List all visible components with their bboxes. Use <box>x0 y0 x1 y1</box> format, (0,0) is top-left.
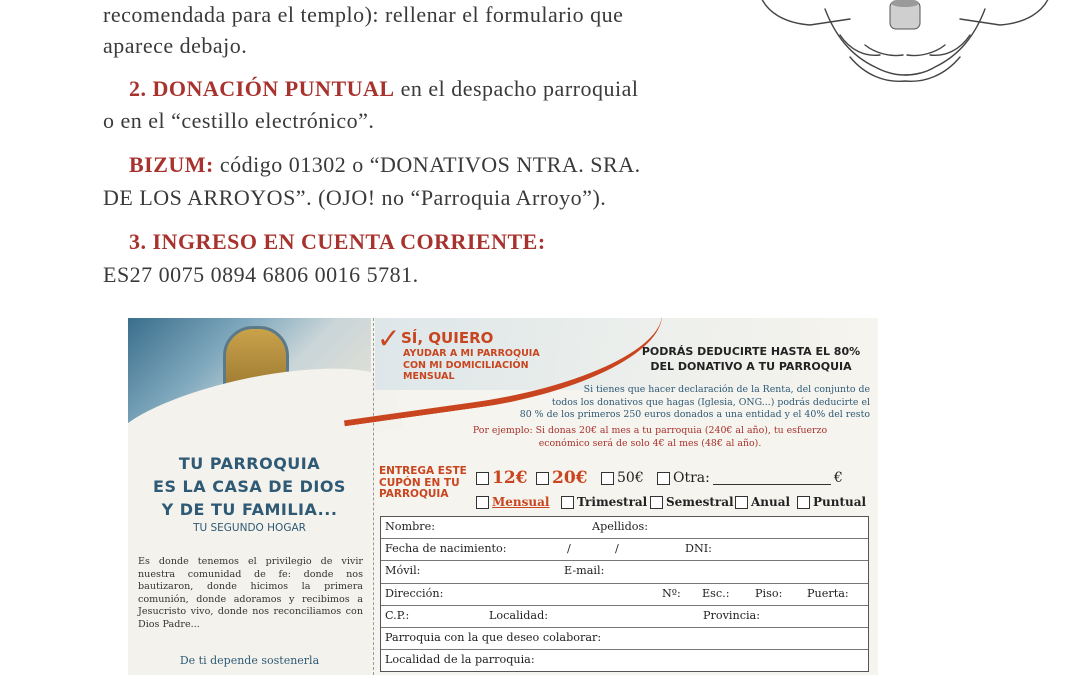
codigo-postal-field[interactable]: C.P.: <box>385 608 410 622</box>
form-row-movil[interactable] <box>381 561 868 583</box>
escalera-field[interactable]: Esc.: <box>702 586 730 600</box>
ayudar-line-1: AYUDAR A MI PARROQUIA <box>403 348 540 359</box>
amount-50-option[interactable] <box>601 470 644 486</box>
amount-12-checkbox[interactable] <box>476 472 489 485</box>
amount-50-label: 50€ <box>617 470 644 486</box>
checkmark-icon: ✓ <box>377 322 401 355</box>
amount-other-field[interactable] <box>713 472 831 485</box>
freq-trimestral-checkbox[interactable] <box>561 496 574 509</box>
freq-mensual-checkbox[interactable] <box>476 496 489 509</box>
flyer-subtitle: TU SEGUNDO HOGAR <box>193 522 306 534</box>
flyer-left-panel <box>128 318 371 675</box>
entrega-line-3: PARROQUIA <box>379 488 449 500</box>
form-row-cp[interactable] <box>381 606 868 628</box>
entrega-line-1: ENTREGA ESTE <box>379 465 467 477</box>
email-field[interactable]: E-mail: <box>564 564 605 578</box>
example-line-1: Por ejemplo: Si donas 20€ al mes a tu parroquia (240€ al año), tu esfuerzo <box>472 425 828 436</box>
amount-other-option[interactable] <box>657 470 843 486</box>
donation-flyer <box>128 318 878 675</box>
amount-20-option[interactable] <box>536 468 588 488</box>
tax-info-line-1: Si tienes que hacer declaración de la Renta, del conjunto de <box>583 384 870 395</box>
direccion-field[interactable]: Dirección: <box>385 586 444 600</box>
freq-mensual-option[interactable] <box>476 495 549 509</box>
flyer-body: Es donde tenemos el privilegio de vivir nuestra comunidad de fe: donde nos bautizaron, donde hicimos la primera comunión, donde adoramos y recibimos a Jesucristo vivo, donde nos reconciliamos con Dios Padre... <box>138 556 363 630</box>
bizum-text-2: DE LOS ARROYOS”. (OJO! no “Parroquia Arroyo”). <box>103 185 607 210</box>
freq-semestral-checkbox[interactable] <box>650 496 663 509</box>
form-row-localidad-parroquia[interactable] <box>381 650 868 671</box>
intro-line-1: recomendada para el templo): rellenar el formulario que <box>103 2 624 27</box>
numero-field[interactable]: Nº: <box>662 586 681 600</box>
movil-field[interactable]: Móvil: <box>385 564 421 578</box>
freq-semestral-option[interactable] <box>650 495 734 509</box>
flyer-title-line-3: Y DE TU FAMILIA... <box>161 500 338 519</box>
item-2-text-2: o en el “cestillo electrónico”. <box>103 108 375 133</box>
form-row-fecha[interactable] <box>381 539 868 561</box>
podras-deducirte <box>629 344 873 374</box>
dni-field[interactable]: DNI: <box>685 542 712 556</box>
freq-anual-option[interactable] <box>735 495 790 509</box>
intro-line-2: aparece debajo. <box>103 33 248 58</box>
parroquia-field[interactable]: Parroquia con la que deseo colaborar: <box>385 630 602 644</box>
euro-sign: € <box>833 470 843 486</box>
piso-field[interactable]: Piso: <box>755 586 783 600</box>
entrega-line-2: CUPÓN EN TU <box>379 476 460 489</box>
apellidos-field[interactable]: Apellidos: <box>592 520 649 533</box>
freq-trimestral-option[interactable] <box>561 495 647 509</box>
amount-12-option[interactable] <box>476 468 528 488</box>
amount-other-label: Otra: <box>673 470 710 486</box>
iban: ES27 0075 0894 6806 0016 5781. <box>103 262 419 287</box>
date-separator: / <box>615 542 619 556</box>
freq-anual-checkbox[interactable] <box>735 496 748 509</box>
provincia-field[interactable]: Provincia: <box>703 608 760 622</box>
nombre-field[interactable]: Nombre: <box>385 520 436 533</box>
tax-info-line-2: todos los donativos que hagas (Iglesia, ONG...) podrás deducirte el <box>551 396 870 408</box>
form-row-parroquia[interactable] <box>381 628 868 650</box>
flyer-title-line-2: ES LA CASA DE DIOS <box>153 477 346 496</box>
freq-trimestral-label: Trimestral <box>577 495 648 509</box>
item-2-line-1 <box>129 76 638 102</box>
hands-candle-illustration <box>755 0 1055 87</box>
freq-anual-label: Anual <box>751 495 791 509</box>
tax-info-line-3: 80 % de los primeros 250 euros donados a una entidad y el 40% del resto <box>519 409 870 421</box>
freq-semestral-label: Semestral <box>666 495 734 509</box>
flyer-coupon <box>375 318 878 675</box>
bizum-heading: BIZUM: <box>129 152 214 177</box>
flyer-title-line-1: TU PARROQUIA <box>178 454 321 473</box>
amount-20-checkbox[interactable] <box>536 472 549 485</box>
form-row-direccion[interactable] <box>381 584 868 606</box>
amount-50-checkbox[interactable] <box>601 472 614 485</box>
puerta-field[interactable]: Puerta: <box>807 586 849 600</box>
tax-info <box>430 384 870 422</box>
localidad-parroquia-field[interactable]: Localidad de la parroquia: <box>385 653 535 667</box>
ayudar-line-2: CON MI DOMICILIACIÓN <box>403 359 529 371</box>
si-quiero-heading: SÍ, QUIERO <box>401 329 494 347</box>
example-info <box>430 425 870 450</box>
amount-12-label: 12€ <box>492 468 528 488</box>
item-2-heading: 2. DONACIÓN PUNTUAL <box>129 76 395 101</box>
donor-form <box>380 516 869 672</box>
ayudar-text <box>403 348 540 383</box>
localidad-field[interactable]: Localidad: <box>489 608 549 622</box>
podras-line-1: PODRÁS DEDUCIRTE HASTA EL 80% <box>641 345 861 358</box>
item-3-heading: 3. INGRESO EN CUENTA CORRIENTE: <box>129 229 546 254</box>
bizum-line-1 <box>129 152 641 178</box>
entrega-cupon-label <box>379 466 467 501</box>
freq-puntual-option[interactable] <box>797 495 866 509</box>
item-2-text-1: en el despacho parroquial <box>394 76 639 101</box>
freq-puntual-label: Puntual <box>813 495 867 509</box>
bizum-text-1: código 01302 o “DONATIVOS NTRA. SRA. <box>213 152 641 177</box>
form-row-nombre[interactable] <box>381 517 868 539</box>
amount-20-label: 20€ <box>552 468 588 488</box>
example-line-2: económico será de solo 4€ al mes (48€ al año). <box>538 437 762 449</box>
flyer-footer: De ti depende sostenerla <box>179 654 320 667</box>
ayudar-line-3: MENSUAL <box>403 371 455 382</box>
freq-mensual-label: Mensual <box>492 495 550 509</box>
podras-line-2: DEL DONATIVO A TU PARROQUIA <box>650 360 852 373</box>
date-separator: / <box>567 542 571 556</box>
freq-puntual-checkbox[interactable] <box>797 496 810 509</box>
fecha-nacimiento-field[interactable]: Fecha de nacimiento: <box>385 542 507 556</box>
amount-other-checkbox[interactable] <box>657 472 670 485</box>
